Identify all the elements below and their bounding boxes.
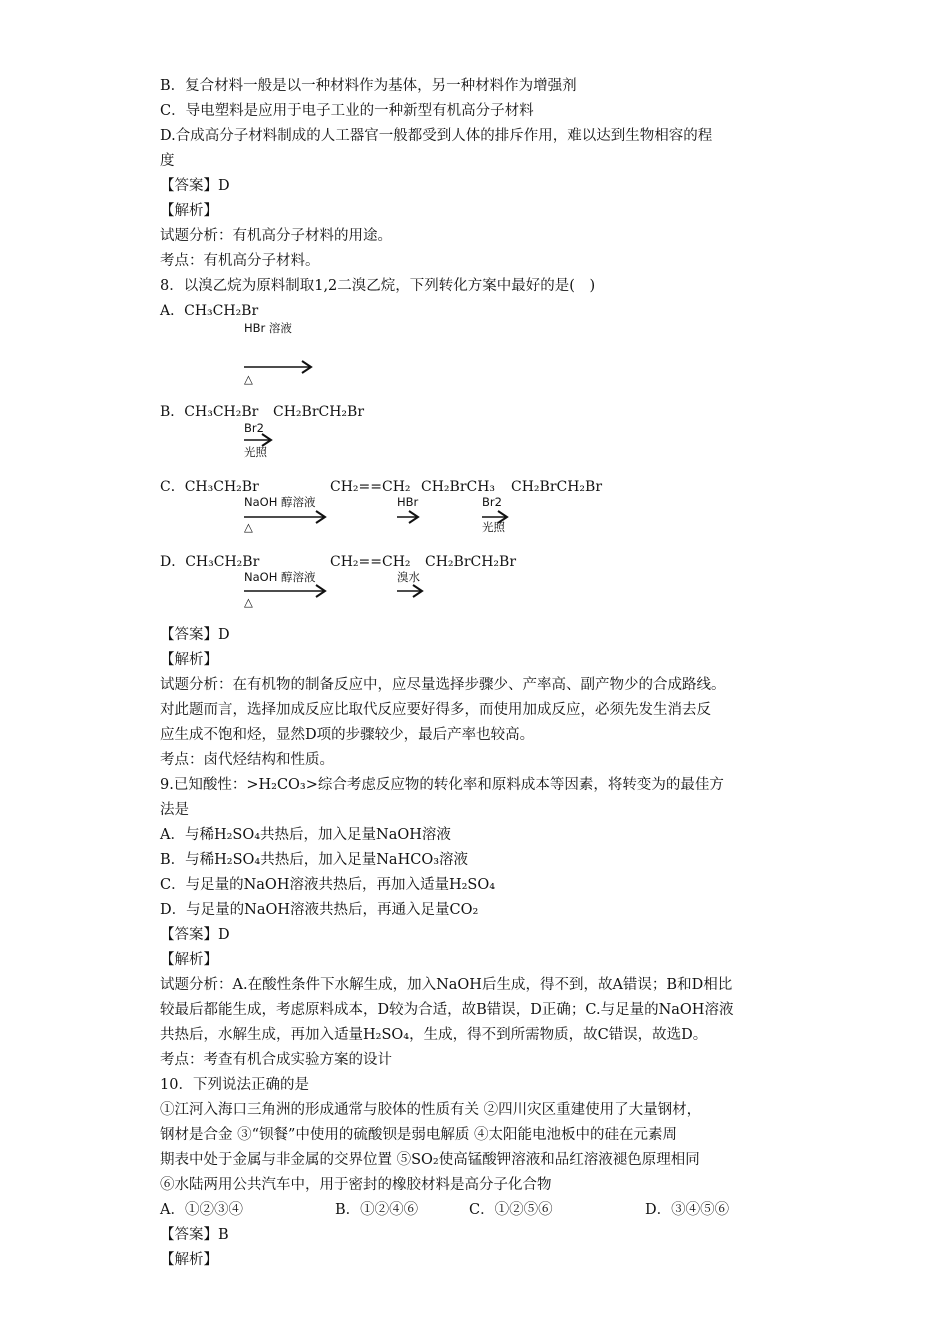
q9-option-a: A．与稀H₂SO₄共热后，加入足量NaOH溶液 xyxy=(160,827,451,843)
q8-point: 考点：卤代烃结构和性质。 xyxy=(160,752,334,768)
q8-option-c-reagent2: HBr xyxy=(397,495,419,509)
q8-option-d-arrow1 xyxy=(244,583,330,599)
q8-option-c-reagent3: Br2 xyxy=(482,495,502,509)
q8-option-b-reactant: B．CH₃CH₂Br xyxy=(160,404,259,420)
q10-stem: 10．下列说法正确的是 xyxy=(160,1077,309,1093)
q10-option-b: B．①②④⑥ xyxy=(335,1202,419,1218)
q10-statement-line2: 钢材是合金 ③“钡餐”中使用的硫酸钡是弱电解质 ④太阳能电池板中的硅在元素周 xyxy=(160,1127,678,1143)
q9-analysis-line3: 共热后，水解生成，再加入适量H₂SO₄，生成，得不到所需物质，故C错误，故选D。 xyxy=(160,1027,708,1043)
q8-option-c-arrow2 xyxy=(397,509,423,525)
q7-option-c: C．导电塑料是应用于电子工业的一种新型有机高分子材料 xyxy=(160,103,534,119)
q8-option-d-reactant: D．CH₃CH₂Br xyxy=(160,554,260,570)
q7-option-b: B．复合材料一般是以一种材料作为基体，另一种材料作为增强剂 xyxy=(160,78,577,94)
q7-answer: 【答案】D xyxy=(160,178,230,194)
q9-analysis-line1: 试题分析：A.在酸性条件下水解生成，加入NaOH后生成，得不到，故A错误；B和D相比 xyxy=(160,977,733,993)
q8-option-d-reagent1: NaOH 醇溶液 xyxy=(244,570,316,584)
q9-option-d: D．与足量的NaOH溶液共热后，再通入足量CO₂ xyxy=(160,902,479,918)
q10-statement-line3: 期表中处于金属与非金属的交界位置 ⑤SO₂使高锰酸钾溶液和品红溶液褪色原理相同 xyxy=(160,1152,700,1168)
q9-answer: 【答案】D xyxy=(160,927,230,943)
q10-analysis-label: 【解析】 xyxy=(160,1252,218,1268)
q9-point: 考点：考查有机合成实验方案的设计 xyxy=(160,1052,392,1068)
q7-analysis-label: 【解析】 xyxy=(160,203,218,219)
q10-option-d: D．③④⑤⑥ xyxy=(645,1202,730,1218)
q7-point: 考点：有机高分子材料。 xyxy=(160,253,320,269)
q8-analysis-line3: 应生成不饱和烃，显然D项的步骤较少，最后产率也较高。 xyxy=(160,727,535,743)
q9-analysis-label: 【解析】 xyxy=(160,952,218,968)
q7-analysis: 试题分析：有机高分子材料的用途。 xyxy=(160,228,392,244)
q8-option-c-condition3: 光照 xyxy=(482,520,505,534)
q8-option-a-arrow xyxy=(244,359,316,375)
q9-stem-line2: 法是 xyxy=(160,802,189,818)
q8-stem: 8．以溴乙烷为原料制取1,2二溴乙烷，下列转化方案中最好的是( ) xyxy=(160,278,596,294)
q9-stem-line1: 9.已知酸性：>H₂CO₃>综合考虑反应物的转化率和原料成本等因素，将转变为的最佳方 xyxy=(160,777,724,793)
q8-option-d-product1: CH₂==CH₂ xyxy=(330,554,411,570)
q9-analysis-line2: 较最后都能生成，考虑原料成本，D较为合适，故B错误，D正确；C.与足量的NaOH溶液 xyxy=(160,1002,734,1018)
q8-analysis-line2: 对此题而言，选择加成反应比取代反应要好得多，而使用加成反应，必须先发生消去反 xyxy=(160,702,711,718)
q8-analysis-label: 【解析】 xyxy=(160,652,218,668)
q8-option-c-arrow1 xyxy=(244,509,330,525)
q8-option-c-product3: CH₂BrCH₂Br xyxy=(511,479,603,495)
q8-option-c-condition1: △ xyxy=(244,520,253,534)
q9-option-b: B．与稀H₂SO₄共热后，加入足量NaHCO₃溶液 xyxy=(160,852,469,868)
q8-option-a-reagent: HBr 溶液 xyxy=(244,321,292,335)
q8-option-d-product2: CH₂BrCH₂Br xyxy=(425,554,517,570)
q8-option-b-condition: 光照 xyxy=(244,445,267,459)
q7-option-d-line1: D.合成高分子材料制成的人工器官一般都受到人体的排斥作用，难以达到生物相容的程 xyxy=(160,128,713,144)
q8-option-c-product2: CH₂BrCH₃ xyxy=(421,479,496,495)
q10-option-c: C．①②⑤⑥ xyxy=(469,1202,553,1218)
q10-statement-line4: ⑥水陆两用公共汽车中，用于密封的橡胶材料是高分子化合物 xyxy=(160,1177,552,1193)
q8-option-d-condition1: △ xyxy=(244,595,253,609)
q8-option-c-reactant: C．CH₃CH₂Br xyxy=(160,479,259,495)
q8-option-d-reagent2: 溴水 xyxy=(397,570,420,584)
q8-option-a-reactant: A．CH₃CH₂Br xyxy=(160,303,259,319)
q8-option-b-reagent: Br2 xyxy=(244,421,264,435)
q8-answer: 【答案】D xyxy=(160,627,230,643)
q10-option-a: A．①②③④ xyxy=(160,1202,243,1218)
q8-analysis-line1: 试题分析：在有机物的制备反应中，应尽量选择步骤少、产率高、副产物少的合成路线。 xyxy=(160,677,726,693)
q8-option-b-product: CH₂BrCH₂Br xyxy=(273,404,365,420)
q8-option-c-product1: CH₂==CH₂ xyxy=(330,479,411,495)
q10-answer: 【答案】B xyxy=(160,1227,229,1243)
q10-statement-line1: ①江河入海口三角洲的形成通常与胶体的性质有关 ②四川灾区重建使用了大量钢材， xyxy=(160,1102,702,1118)
q8-option-a-condition: △ xyxy=(244,372,253,386)
q8-option-d-arrow2 xyxy=(397,583,427,599)
q9-option-c: C．与足量的NaOH溶液共热后，再加入适量H₂SO₄ xyxy=(160,877,496,893)
q7-option-d-line2: 度 xyxy=(160,153,175,169)
q8-option-c-reagent1: NaOH 醇溶液 xyxy=(244,495,316,509)
